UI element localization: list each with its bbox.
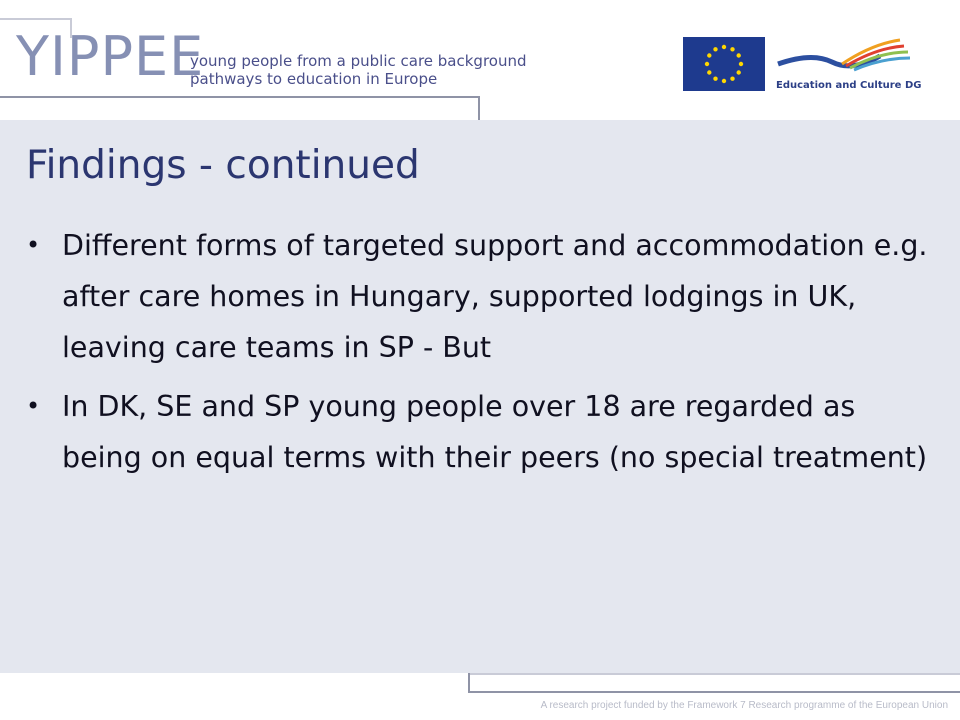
footer-credit: A research project funded by the Framework 7 Research programme of the European Union <box>540 700 948 711</box>
frame-top-line <box>0 18 70 20</box>
slide-header <box>0 0 960 120</box>
eu-flag-icon <box>683 37 765 91</box>
frame-footer-base-line <box>468 691 960 693</box>
content-bottom-border <box>470 673 960 675</box>
bullet-list <box>22 220 942 491</box>
slide-title: Findings - continued <box>26 143 420 188</box>
bullet-text: In DK, SE and SP young people over 18 are regarded as being on equal terms with their peers (no special treatment) <box>62 390 928 474</box>
bullet-text: Different forms of targeted support and accommodation e.g. after care homes in Hungary, supported lodgings in UK, leaving care teams in SP - But <box>62 229 928 364</box>
frame-header-right-line <box>478 96 480 120</box>
bullet-dot-icon: • <box>26 392 41 420</box>
frame-header-base-line <box>0 96 480 98</box>
tagline-line-2: pathways to education in Europe <box>190 70 438 88</box>
yippee-logo: YIPPEE <box>16 25 205 88</box>
education-culture-label: Education and Culture DG <box>776 80 922 91</box>
yippee-tagline <box>190 52 527 88</box>
bullet-item <box>22 381 942 483</box>
bullet-dot-icon: • <box>26 231 41 259</box>
frame-footer-vertical-line <box>468 673 470 693</box>
tagline-line-1: young people from a public care background <box>190 52 527 70</box>
bullet-item <box>22 220 942 373</box>
